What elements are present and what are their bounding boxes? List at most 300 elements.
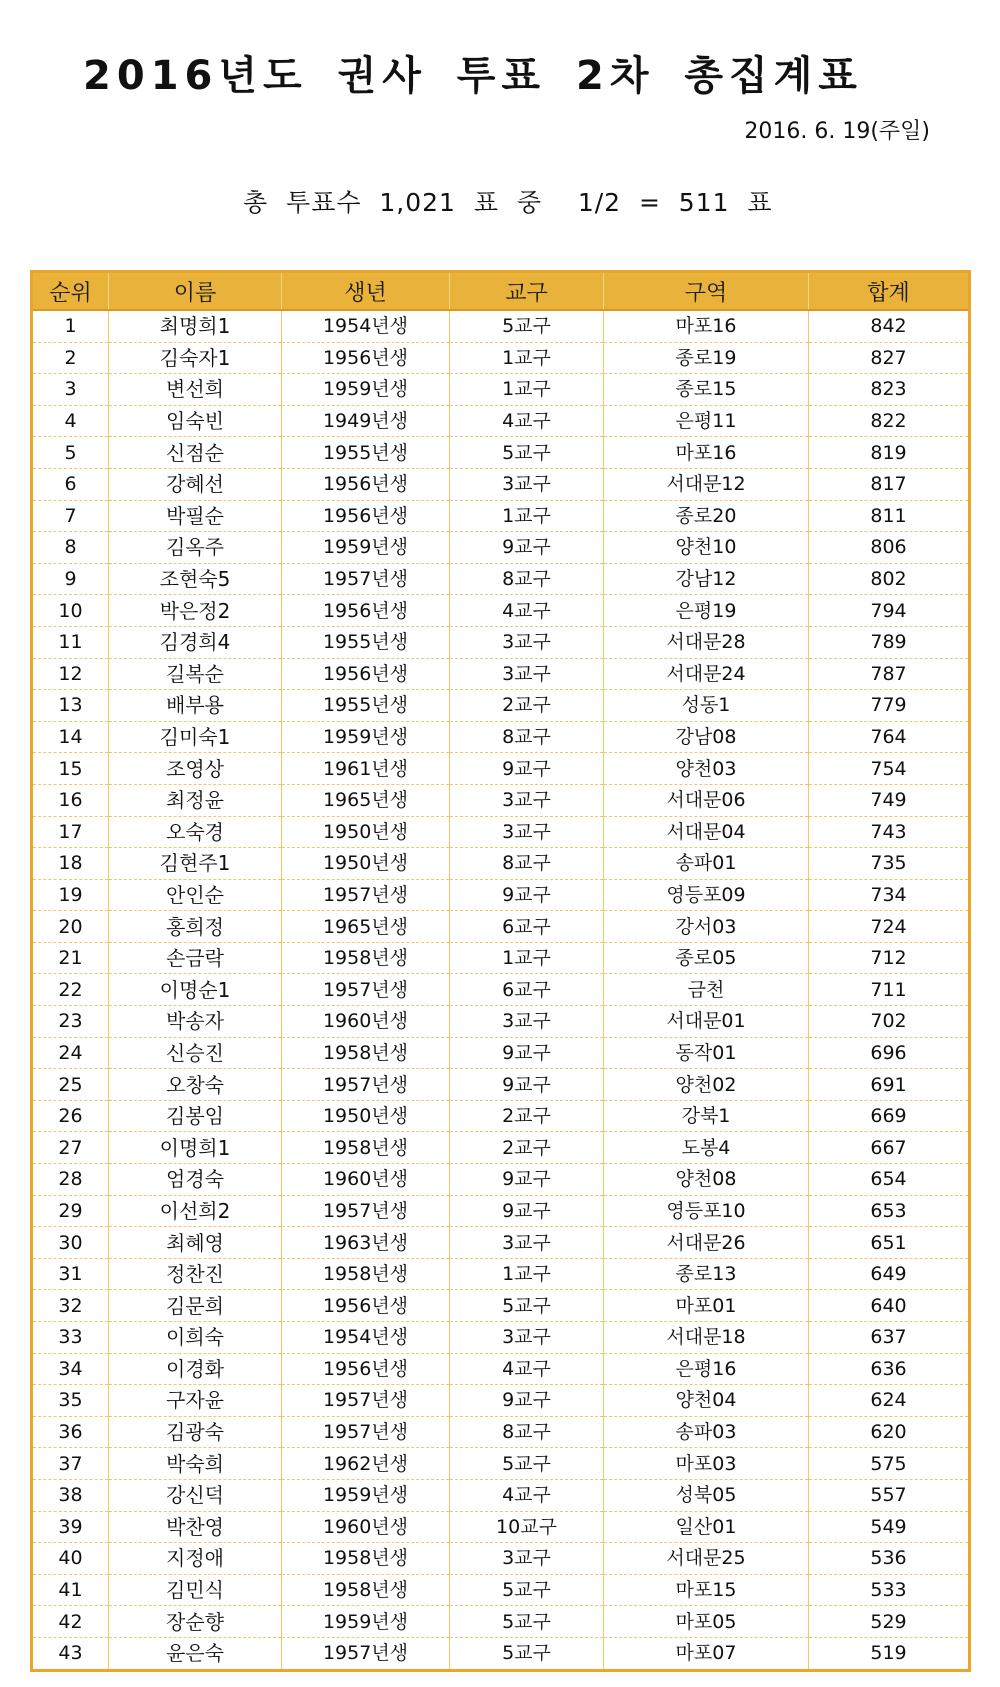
district-cell: 강서03 [604, 911, 809, 943]
birth-year-cell: 1961년생 [282, 753, 450, 785]
parish-cell: 9교구 [450, 1385, 604, 1417]
table-row [32, 721, 970, 753]
rank-cell: 38 [32, 1479, 109, 1511]
birth-year-cell: 1957년생 [282, 1416, 450, 1448]
results-table-container [30, 270, 968, 1672]
rank-cell: 10 [32, 595, 109, 627]
name-cell: 신점순 [109, 437, 282, 469]
district-cell: 종로05 [604, 942, 809, 974]
results-table [30, 270, 971, 1672]
district-cell: 일산01 [604, 1511, 809, 1543]
name-cell: 박송자 [109, 1006, 282, 1038]
birth-year-cell: 1957년생 [282, 1069, 450, 1101]
birth-year-cell: 1957년생 [282, 1195, 450, 1227]
district-cell: 서대문18 [604, 1322, 809, 1354]
district-cell: 종로20 [604, 500, 809, 532]
name-cell: 오숙경 [109, 816, 282, 848]
birth-year-cell: 1962년생 [282, 1448, 450, 1480]
total-cell: 823 [809, 374, 970, 406]
name-cell: 장순향 [109, 1606, 282, 1638]
district-cell: 송파01 [604, 848, 809, 880]
rank-cell: 35 [32, 1385, 109, 1417]
name-cell: 강혜선 [109, 468, 282, 500]
vote-summary: 총 투표수 1,021 표 중 1/2 = 511 표 [243, 188, 773, 217]
table-row [32, 784, 970, 816]
district-cell: 마포05 [604, 1606, 809, 1638]
total-cell: 842 [809, 310, 970, 342]
parish-cell: 8교구 [450, 848, 604, 880]
district-cell: 서대문01 [604, 1006, 809, 1038]
rank-cell: 18 [32, 848, 109, 880]
parish-cell: 9교구 [450, 1037, 604, 1069]
total-cell: 754 [809, 753, 970, 785]
table-row [32, 1195, 970, 1227]
name-cell: 지정애 [109, 1543, 282, 1575]
table-row [32, 405, 970, 437]
column-header-name: 이름 [109, 272, 282, 311]
birth-year-cell: 1959년생 [282, 1479, 450, 1511]
parish-cell: 3교구 [450, 626, 604, 658]
birth-year-cell: 1950년생 [282, 1100, 450, 1132]
total-cell: 819 [809, 437, 970, 469]
table-row [32, 532, 970, 564]
total-cell: 822 [809, 405, 970, 437]
parish-cell: 3교구 [450, 1543, 604, 1575]
parish-cell: 8교구 [450, 1416, 604, 1448]
rank-cell: 30 [32, 1227, 109, 1259]
parish-cell: 2교구 [450, 1132, 604, 1164]
name-cell: 김광숙 [109, 1416, 282, 1448]
birth-year-cell: 1959년생 [282, 721, 450, 753]
table-row [32, 1227, 970, 1259]
rank-cell: 43 [32, 1637, 109, 1670]
table-body [32, 310, 970, 1670]
district-cell: 송파03 [604, 1416, 809, 1448]
district-cell: 서대문06 [604, 784, 809, 816]
district-cell: 종로15 [604, 374, 809, 406]
total-cell: 734 [809, 879, 970, 911]
parish-cell: 3교구 [450, 784, 604, 816]
rank-cell: 36 [32, 1416, 109, 1448]
table-row [32, 310, 970, 342]
parish-cell: 5교구 [450, 1574, 604, 1606]
table-header [32, 272, 970, 311]
parish-cell: 3교구 [450, 1006, 604, 1038]
rank-cell: 29 [32, 1195, 109, 1227]
name-cell: 최정윤 [109, 784, 282, 816]
parish-cell: 9교구 [450, 1069, 604, 1101]
rank-cell: 11 [32, 626, 109, 658]
birth-year-cell: 1957년생 [282, 1385, 450, 1417]
rank-cell: 16 [32, 784, 109, 816]
table-row [32, 1385, 970, 1417]
birth-year-cell: 1950년생 [282, 816, 450, 848]
name-cell: 변선희 [109, 374, 282, 406]
total-cell: 653 [809, 1195, 970, 1227]
page-title: 2016년도 권사 투표 2차 총집계표 [83, 53, 863, 99]
table-row [32, 1164, 970, 1196]
name-cell: 최혜영 [109, 1227, 282, 1259]
parish-cell: 10교구 [450, 1511, 604, 1543]
parish-cell: 5교구 [450, 437, 604, 469]
total-cell: 536 [809, 1543, 970, 1575]
name-cell: 김문희 [109, 1290, 282, 1322]
birth-year-cell: 1956년생 [282, 658, 450, 690]
table-row [32, 595, 970, 627]
table-row [32, 1100, 970, 1132]
rank-cell: 22 [32, 974, 109, 1006]
rank-cell: 31 [32, 1258, 109, 1290]
name-cell: 정찬진 [109, 1258, 282, 1290]
district-cell: 영등포09 [604, 879, 809, 911]
table-row [32, 626, 970, 658]
table-row [32, 1543, 970, 1575]
table-row [32, 374, 970, 406]
rank-cell: 42 [32, 1606, 109, 1638]
district-cell: 은평16 [604, 1353, 809, 1385]
rank-cell: 19 [32, 879, 109, 911]
district-cell: 마포07 [604, 1637, 809, 1670]
total-cell: 667 [809, 1132, 970, 1164]
district-cell: 서대문04 [604, 816, 809, 848]
birth-year-cell: 1954년생 [282, 1322, 450, 1354]
rank-cell: 33 [32, 1322, 109, 1354]
parish-cell: 9교구 [450, 1164, 604, 1196]
name-cell: 김민식 [109, 1574, 282, 1606]
total-cell: 649 [809, 1258, 970, 1290]
parish-cell: 5교구 [450, 1637, 604, 1670]
total-cell: 802 [809, 563, 970, 595]
name-cell: 윤은숙 [109, 1637, 282, 1670]
rank-cell: 7 [32, 500, 109, 532]
district-cell: 강북1 [604, 1100, 809, 1132]
birth-year-cell: 1965년생 [282, 911, 450, 943]
district-cell: 양천08 [604, 1164, 809, 1196]
name-cell: 이선희2 [109, 1195, 282, 1227]
birth-year-cell: 1955년생 [282, 690, 450, 722]
name-cell: 신승진 [109, 1037, 282, 1069]
table-row [32, 1511, 970, 1543]
table-row [32, 1479, 970, 1511]
name-cell: 김현주1 [109, 848, 282, 880]
district-cell: 서대문25 [604, 1543, 809, 1575]
name-cell: 박필순 [109, 500, 282, 532]
total-cell: 529 [809, 1606, 970, 1638]
birth-year-cell: 1955년생 [282, 626, 450, 658]
total-cell: 724 [809, 911, 970, 943]
name-cell: 임숙빈 [109, 405, 282, 437]
birth-year-cell: 1957년생 [282, 974, 450, 1006]
rank-cell: 1 [32, 310, 109, 342]
total-cell: 749 [809, 784, 970, 816]
table-row [32, 1606, 970, 1638]
district-cell: 종로13 [604, 1258, 809, 1290]
name-cell: 구자윤 [109, 1385, 282, 1417]
name-cell: 길복순 [109, 658, 282, 690]
table-row [32, 1037, 970, 1069]
total-cell: 533 [809, 1574, 970, 1606]
table-row [32, 1132, 970, 1164]
total-cell: 787 [809, 658, 970, 690]
birth-year-cell: 1958년생 [282, 1543, 450, 1575]
rank-cell: 4 [32, 405, 109, 437]
district-cell: 종로19 [604, 342, 809, 374]
district-cell: 강남12 [604, 563, 809, 595]
table-row [32, 1353, 970, 1385]
district-cell: 영등포10 [604, 1195, 809, 1227]
parish-cell: 1교구 [450, 342, 604, 374]
parish-cell: 1교구 [450, 942, 604, 974]
total-cell: 711 [809, 974, 970, 1006]
parish-cell: 3교구 [450, 468, 604, 500]
parish-cell: 8교구 [450, 563, 604, 595]
district-cell: 은평19 [604, 595, 809, 627]
parish-cell: 9교구 [450, 1195, 604, 1227]
header-row [32, 272, 970, 311]
rank-cell: 13 [32, 690, 109, 722]
birth-year-cell: 1965년생 [282, 784, 450, 816]
table-row [32, 690, 970, 722]
total-cell: 620 [809, 1416, 970, 1448]
name-cell: 김미숙1 [109, 721, 282, 753]
table-row [32, 1006, 970, 1038]
rank-cell: 24 [32, 1037, 109, 1069]
table-row [32, 563, 970, 595]
rank-cell: 39 [32, 1511, 109, 1543]
total-cell: 624 [809, 1385, 970, 1417]
name-cell: 오창숙 [109, 1069, 282, 1101]
rank-cell: 12 [32, 658, 109, 690]
table-row [32, 468, 970, 500]
birth-year-cell: 1956년생 [282, 468, 450, 500]
district-cell: 마포01 [604, 1290, 809, 1322]
birth-year-cell: 1963년생 [282, 1227, 450, 1259]
rank-cell: 37 [32, 1448, 109, 1480]
total-cell: 651 [809, 1227, 970, 1259]
district-cell: 성북05 [604, 1479, 809, 1511]
district-cell: 은평11 [604, 405, 809, 437]
name-cell: 박찬영 [109, 1511, 282, 1543]
total-cell: 557 [809, 1479, 970, 1511]
parish-cell: 1교구 [450, 374, 604, 406]
total-cell: 575 [809, 1448, 970, 1480]
date-label: 2016. 6. 19(주일) [744, 119, 930, 144]
parish-cell: 6교구 [450, 974, 604, 1006]
district-cell: 서대문26 [604, 1227, 809, 1259]
parish-cell: 5교구 [450, 1290, 604, 1322]
name-cell: 배부용 [109, 690, 282, 722]
birth-year-cell: 1960년생 [282, 1511, 450, 1543]
parish-cell: 2교구 [450, 690, 604, 722]
total-cell: 702 [809, 1006, 970, 1038]
total-cell: 637 [809, 1322, 970, 1354]
name-cell: 김옥주 [109, 532, 282, 564]
district-cell: 도봉4 [604, 1132, 809, 1164]
parish-cell: 1교구 [450, 500, 604, 532]
birth-year-cell: 1957년생 [282, 563, 450, 595]
total-cell: 827 [809, 342, 970, 374]
parish-cell: 3교구 [450, 1227, 604, 1259]
birth-year-cell: 1958년생 [282, 942, 450, 974]
birth-year-cell: 1956년생 [282, 1290, 450, 1322]
table-row [32, 1574, 970, 1606]
district-cell: 마포16 [604, 437, 809, 469]
rank-cell: 28 [32, 1164, 109, 1196]
name-cell: 이경화 [109, 1353, 282, 1385]
rank-cell: 40 [32, 1543, 109, 1575]
rank-cell: 3 [32, 374, 109, 406]
district-cell: 양천02 [604, 1069, 809, 1101]
district-cell: 서대문24 [604, 658, 809, 690]
total-cell: 654 [809, 1164, 970, 1196]
total-cell: 519 [870, 1642, 907, 1665]
district-cell: 마포16 [604, 310, 809, 342]
birth-year-cell: 1954년생 [282, 310, 450, 342]
column-header-total: 합계 [809, 272, 970, 311]
district-cell: 서대문12 [604, 468, 809, 500]
district-cell: 서대문28 [604, 626, 809, 658]
name-cell: 최명희1 [109, 310, 282, 342]
district-cell: 성동1 [604, 690, 809, 722]
birth-year-cell: 1956년생 [282, 595, 450, 627]
parish-cell: 6교구 [450, 911, 604, 943]
rank-cell: 8 [32, 532, 109, 564]
parish-cell: 3교구 [450, 1322, 604, 1354]
rank-cell: 25 [32, 1069, 109, 1101]
district-cell: 양천03 [604, 753, 809, 785]
name-cell: 조현숙5 [109, 563, 282, 595]
name-cell: 엄경숙 [109, 1164, 282, 1196]
rank-cell: 14 [32, 721, 109, 753]
rank-cell: 20 [32, 911, 109, 943]
name-cell: 김숙자1 [109, 342, 282, 374]
parish-cell: 5교구 [450, 310, 604, 342]
rank-cell: 23 [32, 1006, 109, 1038]
parish-cell: 9교구 [450, 532, 604, 564]
birth-year-cell: 1959년생 [282, 532, 450, 564]
total-cell: 669 [809, 1100, 970, 1132]
district-cell: 강남08 [604, 721, 809, 753]
name-cell: 김봉임 [109, 1100, 282, 1132]
table-row [32, 753, 970, 785]
rank-cell: 26 [32, 1100, 109, 1132]
name-cell: 홍희정 [109, 911, 282, 943]
name-cell: 이명순1 [109, 974, 282, 1006]
parish-cell: 4교구 [450, 1353, 604, 1385]
birth-year-cell: 1956년생 [282, 1353, 450, 1385]
table-row [32, 942, 970, 974]
total-cell: 696 [809, 1037, 970, 1069]
birth-year-cell: 1956년생 [282, 342, 450, 374]
total-cell: 764 [809, 721, 970, 753]
rank-cell: 6 [32, 468, 109, 500]
birth-year-cell: 1958년생 [282, 1258, 450, 1290]
name-cell: 박숙희 [109, 1448, 282, 1480]
total-cell: 806 [809, 532, 970, 564]
parish-cell: 4교구 [450, 595, 604, 627]
table-row [32, 848, 970, 880]
birth-year-cell: 1958년생 [282, 1037, 450, 1069]
birth-year-cell: 1958년생 [282, 1132, 450, 1164]
parish-cell: 2교구 [450, 1100, 604, 1132]
rank-cell: 5 [32, 437, 109, 469]
column-header-rank: 순위 [32, 272, 109, 311]
table-row [32, 1322, 970, 1354]
column-header-district: 구역 [604, 272, 809, 311]
name-cell: 안인순 [109, 879, 282, 911]
rank-cell: 2 [32, 342, 109, 374]
district-cell: 양천04 [604, 1385, 809, 1417]
district-cell: 금천 [604, 974, 809, 1006]
rank-cell: 15 [32, 753, 109, 785]
parish-cell: 1교구 [450, 1258, 604, 1290]
table-row [32, 1290, 970, 1322]
parish-cell: 9교구 [450, 879, 604, 911]
table-row [32, 1416, 970, 1448]
total-cell: 735 [809, 848, 970, 880]
total-cell: 789 [809, 626, 970, 658]
total-cell: 811 [809, 500, 970, 532]
name-cell: 조영상 [109, 753, 282, 785]
column-header-birth-year: 생년 [282, 272, 450, 311]
table-row [32, 974, 970, 1006]
birth-year-cell: 1950년생 [282, 848, 450, 880]
rank-cell: 27 [32, 1132, 109, 1164]
rank-cell: 41 [32, 1574, 109, 1606]
parish-cell: 8교구 [450, 721, 604, 753]
table-row [32, 1069, 970, 1101]
total-cell: 779 [809, 690, 970, 722]
total-cell: 817 [809, 468, 970, 500]
parish-cell: 5교구 [450, 1606, 604, 1638]
table-row [32, 879, 970, 911]
table-row [32, 1258, 970, 1290]
table-row [32, 911, 970, 943]
district-cell: 양천10 [604, 532, 809, 564]
table-row [32, 1637, 970, 1670]
rank-cell: 9 [32, 563, 109, 595]
table-row [32, 342, 970, 374]
total-cell: 691 [809, 1069, 970, 1101]
parish-cell: 3교구 [450, 658, 604, 690]
district-cell: 동작01 [604, 1037, 809, 1069]
birth-year-cell: 1957년생 [282, 1637, 450, 1670]
name-cell: 손금락 [109, 942, 282, 974]
rank-cell: 32 [32, 1290, 109, 1322]
parish-cell: 4교구 [450, 405, 604, 437]
total-cell: 549 [809, 1511, 970, 1543]
table-row [32, 437, 970, 469]
district-cell: 마포15 [604, 1574, 809, 1606]
birth-year-cell: 1949년생 [282, 405, 450, 437]
total-cell: 640 [809, 1290, 970, 1322]
parish-cell: 5교구 [450, 1448, 604, 1480]
total-cell: 794 [809, 595, 970, 627]
total-cell: 743 [809, 816, 970, 848]
total-cell: 712 [809, 942, 970, 974]
birth-year-cell: 1960년생 [282, 1006, 450, 1038]
parish-cell: 9교구 [450, 753, 604, 785]
total-cell: 636 [809, 1353, 970, 1385]
rank-cell: 21 [32, 942, 109, 974]
name-cell: 이희숙 [109, 1322, 282, 1354]
column-header-parish: 교구 [450, 272, 604, 311]
birth-year-cell: 1960년생 [282, 1164, 450, 1196]
table-row [32, 1448, 970, 1480]
birth-year-cell: 1958년생 [282, 1574, 450, 1606]
birth-year-cell: 1956년생 [282, 500, 450, 532]
district-cell: 마포03 [604, 1448, 809, 1480]
